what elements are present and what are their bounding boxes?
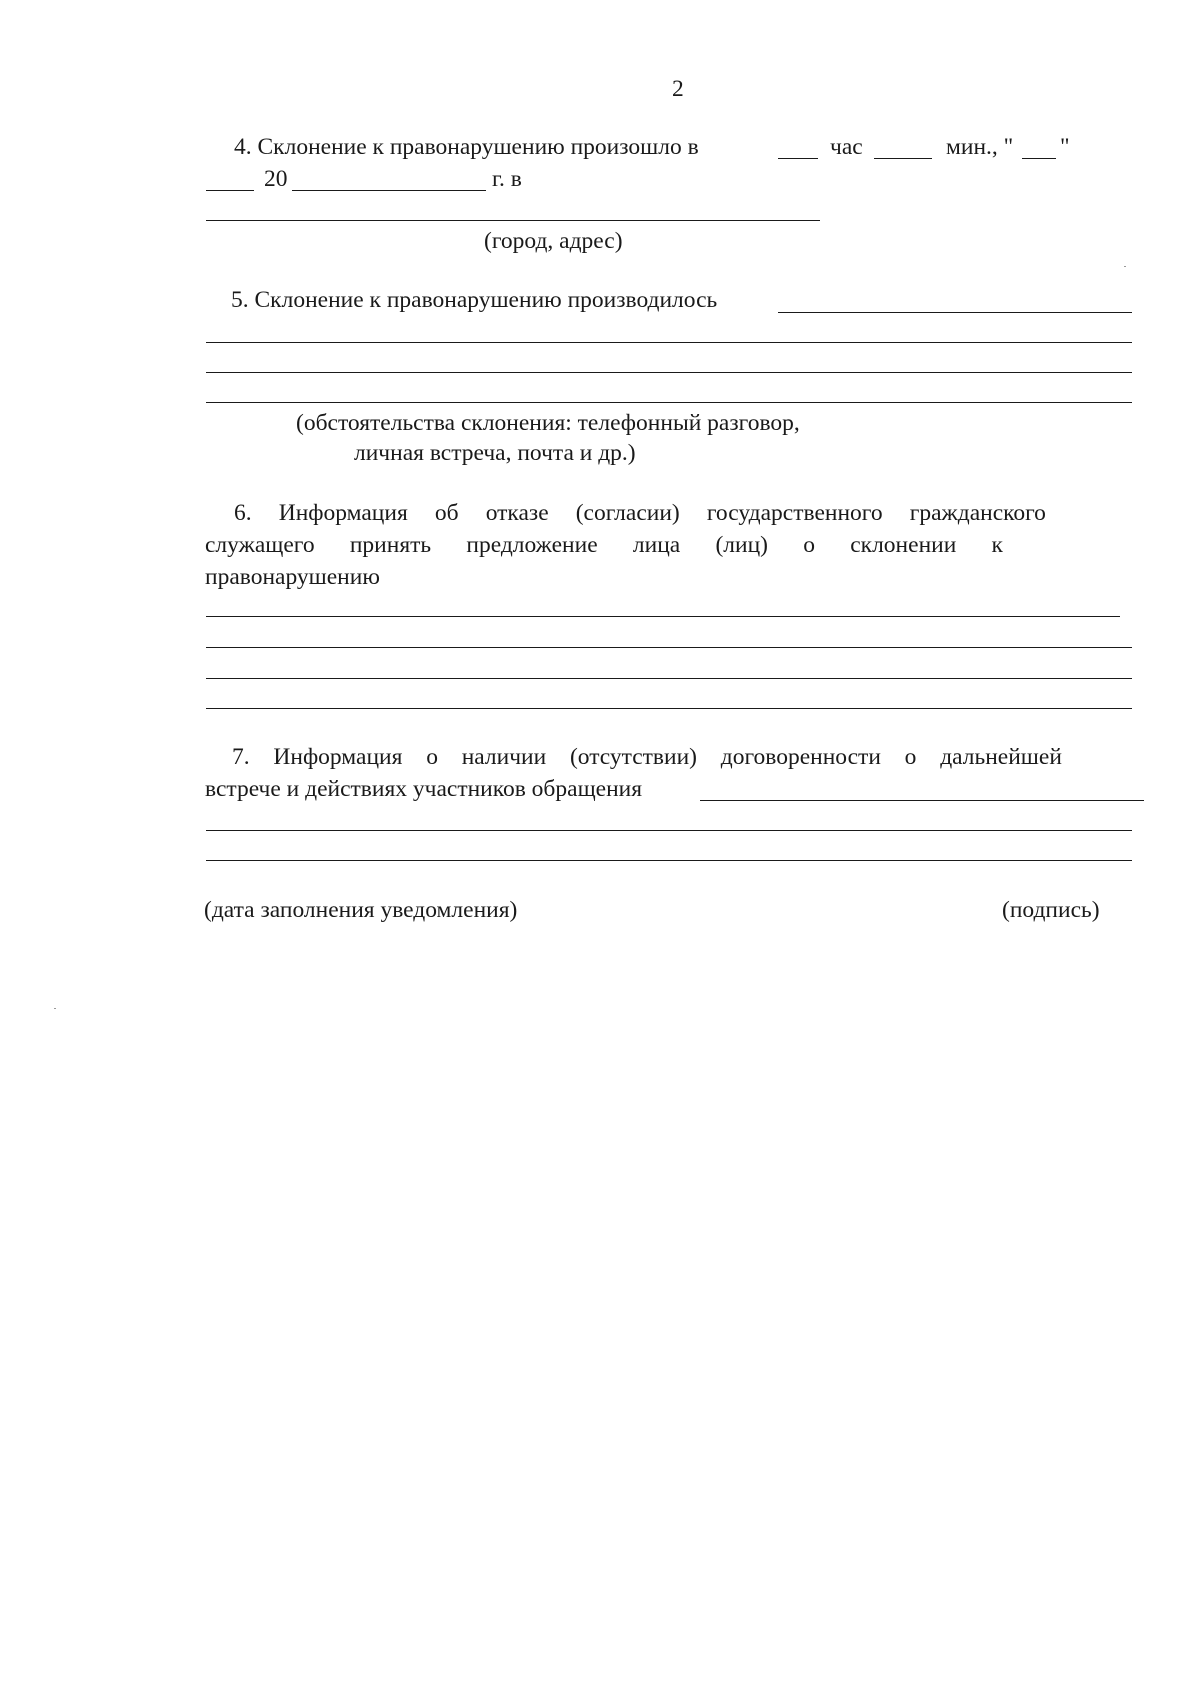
item6-word: к bbox=[991, 532, 1003, 558]
page-number: 2 bbox=[672, 76, 684, 102]
item6-word: (согласии) bbox=[575, 500, 680, 526]
item7-line2: встрече и действиях участников обращения bbox=[205, 776, 643, 802]
item6-word: предложение bbox=[466, 532, 598, 558]
item4-text: 4. Склонение к правонарушению произошло в bbox=[234, 134, 699, 160]
item4-year-prefix: 20 bbox=[264, 166, 288, 192]
item7-field-line-1[interactable] bbox=[206, 830, 1132, 831]
item7-word: 7. bbox=[232, 744, 250, 770]
item6-field-line-2[interactable] bbox=[206, 647, 1132, 648]
item7-field-inline[interactable] bbox=[700, 800, 1144, 801]
item7-word: о bbox=[426, 744, 438, 770]
item5-field-line-3[interactable] bbox=[206, 402, 1132, 403]
signature-label: (подпись) bbox=[1002, 897, 1100, 923]
scan-speck bbox=[54, 1008, 56, 1009]
item4-hour-label: час bbox=[830, 134, 863, 160]
item6-field-line-3[interactable] bbox=[206, 678, 1132, 679]
day-field[interactable] bbox=[1022, 158, 1056, 159]
item6-word: гражданского bbox=[909, 500, 1046, 526]
item7-word: договоренности bbox=[720, 744, 881, 770]
item5-field-inline[interactable] bbox=[778, 312, 1132, 313]
item6-word: о bbox=[803, 532, 815, 558]
item6-field-line-4[interactable] bbox=[206, 708, 1132, 709]
item4-minute-label: мин., " bbox=[946, 134, 1014, 160]
item7-word: о bbox=[904, 744, 917, 770]
item6-word: служащего bbox=[205, 532, 315, 558]
item6-line2 bbox=[205, 534, 1003, 558]
item6-word: склонении bbox=[850, 532, 957, 558]
item6-word: об bbox=[434, 500, 459, 526]
year-field[interactable] bbox=[292, 190, 486, 191]
item6-word: (лиц) bbox=[715, 532, 768, 558]
item7-word: Информация bbox=[273, 744, 403, 770]
item4-quote-close: " bbox=[1060, 134, 1070, 160]
item5-text: 5. Склонение к правонарушению производилось bbox=[231, 287, 718, 313]
scan-speck bbox=[1124, 266, 1126, 267]
item4-year-suffix: г. в bbox=[492, 166, 522, 192]
item6-word: Информация bbox=[278, 500, 408, 526]
minute-field[interactable] bbox=[874, 158, 932, 159]
item5-field-line-1[interactable] bbox=[206, 342, 1132, 343]
item6-word: лица bbox=[632, 532, 681, 558]
item6-word: 6. bbox=[234, 500, 252, 526]
item5-caption-line2: личная встреча, почта и др.) bbox=[354, 440, 636, 466]
item4-address-caption: (город, адрес) bbox=[484, 228, 623, 254]
item6-word: принять bbox=[349, 532, 432, 558]
item7-line1 bbox=[232, 746, 1062, 770]
item6-line1 bbox=[234, 502, 1046, 526]
item5-field-line-2[interactable] bbox=[206, 372, 1132, 373]
item5-caption-line1: (обстоятельства склонения: телефонный разговор, bbox=[296, 410, 800, 436]
item6-line3: правонарушению bbox=[205, 564, 380, 590]
item7-word: (отсутствии) bbox=[569, 744, 697, 770]
item6-word: государственного bbox=[706, 500, 883, 526]
item7-word: наличии bbox=[461, 744, 547, 770]
item6-field-line-1[interactable] bbox=[206, 616, 1120, 617]
address-field[interactable] bbox=[206, 220, 820, 221]
hour-field[interactable] bbox=[778, 158, 818, 159]
item7-field-line-2[interactable] bbox=[206, 860, 1132, 861]
date-label: (дата заполнения уведомления) bbox=[204, 897, 518, 923]
item7-word: дальнейшей bbox=[940, 744, 1062, 770]
item6-word: отказе bbox=[485, 500, 549, 526]
month-field[interactable] bbox=[206, 190, 254, 191]
